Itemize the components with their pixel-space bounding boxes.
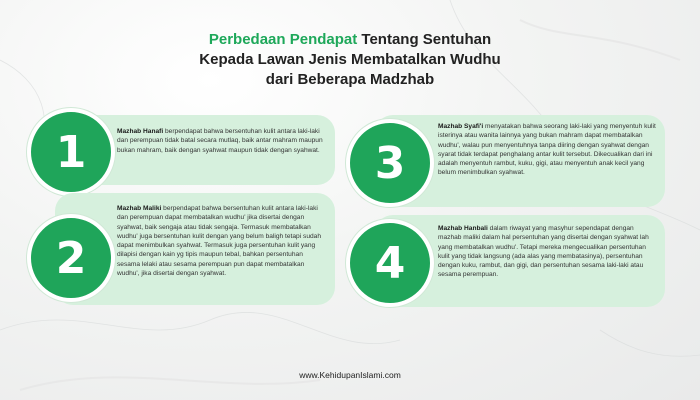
madzhab-desc-hanafi: berpendapat bahwa bersentuhan kulit antara laki-laki dan perempuan tidak batal secara mutlaq, baik antar mahram maupun bukan mahram, baik dengan syahwat maupun tidak dengan syahwat.	[117, 128, 323, 154]
number-badge-3: 3	[346, 119, 434, 207]
number-badge-2: 2	[27, 214, 115, 302]
number-badge-4: 4	[346, 219, 434, 307]
title-accent: Perbedaan Pendapat	[208, 31, 358, 48]
number-badge-1: 1	[27, 108, 115, 196]
title-line2: Kepada Lawan Jenis Membatalkan Wudhu	[199, 51, 501, 68]
madzhab-desc-hanbali: dalam riwayat yang masyhur sependapat dengan mazhab maliki dalam hal persentuhan yang disertai dengan syahwat lah yang membatalkan wudhu'. Tetapi mereka mengecualikan persentuhan kulit yang tidak langsung (ada alas yang membatasinya), persentuhan dengan kuku, rambut, dan gigi, dan persentuhan sesama laki-laki atau sesama perempuan.	[438, 225, 649, 279]
page-title	[150, 30, 550, 90]
card-text-syafii	[438, 122, 658, 178]
madzhab-name-maliki: Mazhab Maliki	[117, 205, 162, 212]
madzhab-desc-syafii: menyatakan bahwa seorang laki-laki yang menyentuh kulit isterinya atau wanita lainnya yang bukan mahram dapat membatalkan wudhu', walau pun menyentuhnya tanpa diiring dengan syahwat dengan syarat tidak terdapat penghalang antar kulit tersebut. Dikecualikan dari ini adalah menyentuh rambut, kuku, gigi, atau menyentuh anak kecil yang belum menimbulkan syahwat.	[438, 123, 656, 177]
card-text-hanafi	[117, 127, 325, 155]
madzhab-name-hanafi: Mazhab Hanafi	[117, 128, 164, 135]
card-text-maliki	[117, 204, 325, 278]
madzhab-desc-maliki: berpendapat bahwa bersentuhan kulit antara laki-laki dan perempuan dapat membatalkan wudhu' jika disertai dengan syahwat, baik sengaja atau tidak sengaja. Termasuk membatalkan wudhu' juga bersentuhan kulit dengan yang belum baligh tetapi sudah dapat menimbulkan syahwat. Termasuk juga persentuhan kulit yang dilapisi dengan kain yg tipis maupun tebal, bahkan persentuhan sesama lelaki atau sesama perempuan pun dapat membatalkan wudhu', jika disertai dengan syahwat.	[117, 205, 321, 278]
madzhab-name-syafii: Mazhab Syafi'i	[438, 123, 484, 130]
madzhab-name-hanbali: Mazhab Hanbali	[438, 225, 488, 232]
title-line1-rest: Tentang Sentuhan	[357, 31, 492, 48]
footer-website: www.KehidupanIslami.com	[299, 370, 401, 380]
card-text-hanbali	[438, 224, 658, 280]
title-line3: dari Beberapa Madzhab	[265, 71, 435, 88]
